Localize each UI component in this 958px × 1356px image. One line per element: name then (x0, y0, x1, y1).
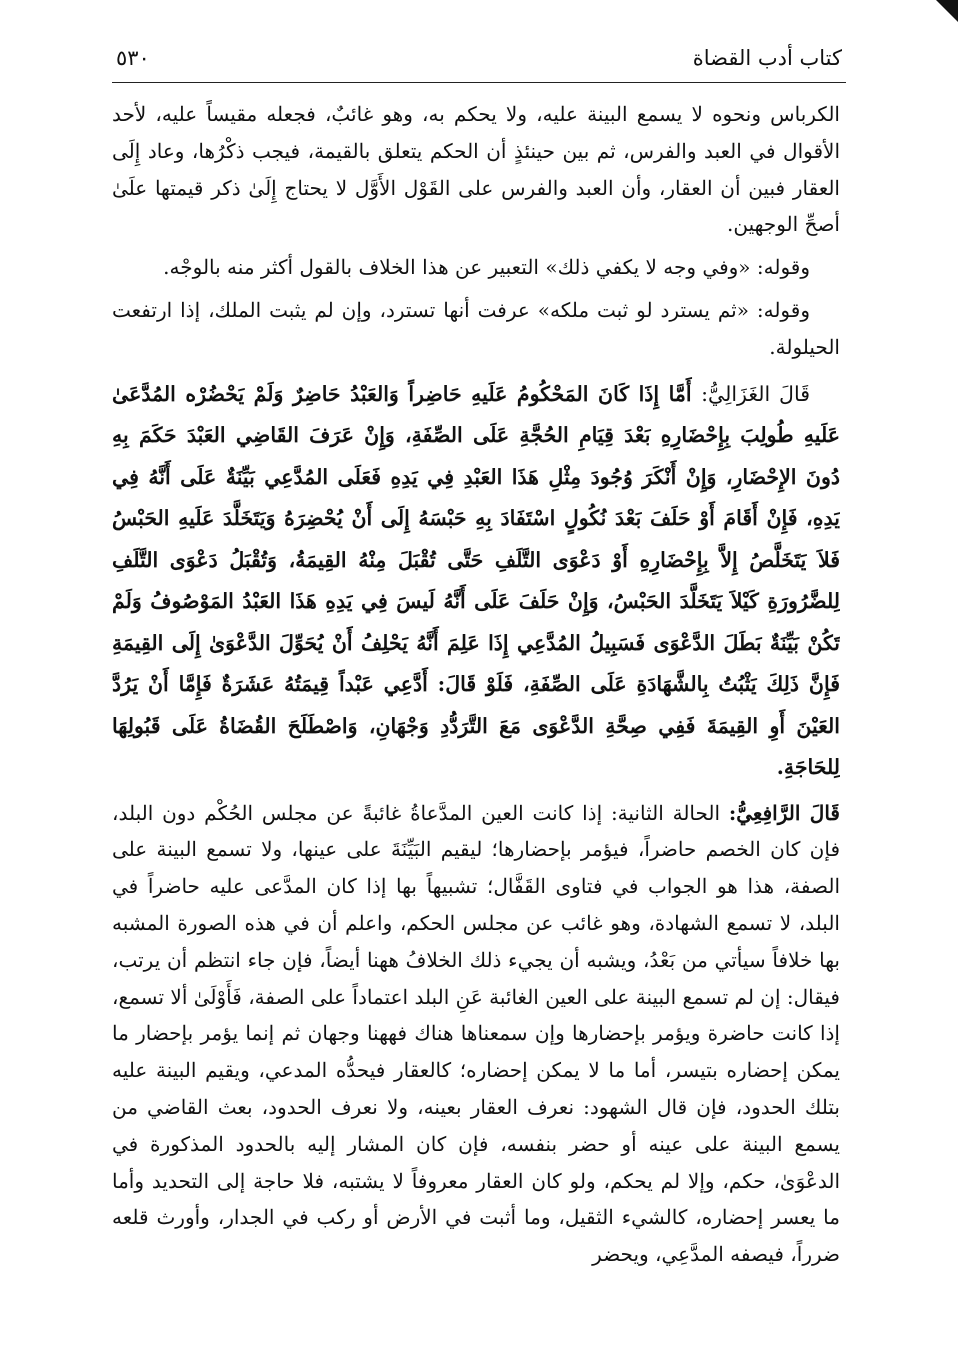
rafii-section (112, 795, 840, 1273)
book-title: كتاب أدب القضاة (692, 46, 842, 70)
page-body (112, 96, 840, 1336)
ghazali-text: أَمَّا إِذَا كَانَ المَحْكُومُ عَلَيهِ حَاضِراً وَالعَبْدُ حَاضِرٌ وَلَمْ يَحْضُرْه المُدَّعَىٰ عَلَيهِ طُولِبَ بِإِحْضَارِهِ بَعْدَ قِيَامِ الحُجَّةِ عَلَى الصِّفَةِ، وَإِنْ عَرَفَ القَاضِي العَبْدَ حَكَمَ بِهِ دُونَ الإِحْضَارِ، وَإِنْ أَنْكَرَ وُجُودَ مِثْلِ هَذَا العَبْدِ فِي يَدِهِ فَعَلَى المُدَّعِي بَيِّنَةٌ عَلَى أَنَّهُ فِي يَدِهِ، فَإِنْ أَقَامَ أَوْ حَلَفَ بَعْدَ نُكُولٍ اسْتَفَادَ بِهِ حَبْسَهُ إِلَى أَنْ يُحْضِرَهُ وَيَتَخَلَّدَ عَلَيهِ الحَبْسُ فَلاَ يَتَخَلَّصُ إِلاَّ بِإِحْضَارِهِ أَوْ دَعْوَى التَّلَفِ حَتَّى تُقْبَلَ مِنْهُ القِيمَةُ، وَتُقْبَلُ دَعْوَى التَّلَفِ لِلضَّرُورَةِ كَيْلاَ يَتَخَلَّدَ الحَبْسُ، وَإِنْ حَلَفَ عَلَى أَنَّهُ لَيسَ فِي يَدِهِ هَذَا العَبْدُ المَوْصُوفُ وَلَمْ تَكُنْ بَيِّنَةٌ بَطَلَ الدَّعْوَى فَسَبِيلُ المُدَّعِي إِذَا عَلِمَ أَنَّهُ يَحْلِفُ أَنْ يُحَوِّلَ الدَّعْوَىٰ إِلَى القِيمَةِ فَإِنَّ ذَلِكَ يَثْبُتُ بِالشَّهَادَةِ عَلَى الصِّفَةِ، فَلَوْ قَالَ: أَدَّعِي عَبْداً قِيمَتُهُ عَشَرَةٌ فَإِمَّا أَنْ يَرُدَّ العَيْنَ أَوِ القِيمَةَ فَفِي صِحَّةِ الدَّعْوَى مَعَ التَّرَدُّدِ وَجْهَانِ، وَاصْطَلَحَ القُضَاةُ عَلَى قَبُولِهَا لِلحَاجَةِ. (112, 381, 840, 780)
page-header (116, 40, 842, 76)
ghazali-section (112, 374, 840, 789)
corner-mark (936, 0, 958, 22)
paragraph-2: وقوله: «وفي وجه لا يكفي ذلك» التعبير عن هذا الخلاف بالقول أكثر منه بالوجْه. (163, 255, 810, 280)
rafii-text: الحالة الثانية: إذا كانت العين المدَّعاةُ غائبةً عن مجلس الحُكْم دون البلد، فإن كان الخصم حاضراً، فيؤمر بإحضارها؛ ليقيم البَيِّنَةَ على عينها، ولا تسمع البينة على الصفة، هذا هو الجواب في فتاوى القَفَّال؛ تشبيهاً بها إذا كان المدَّعى عليه حاضراً في البلد، لا تسمع الشهادة، وهو غائب عن مجلس الحكم، واعلم أن في هذه الصورة المشبه بها خلافاً سيأتي من بَعْدُ، ويشبه أن يجيء ذلك الخلافُ ههنا أيضاً، فإن جاء انتظم أن يرتب، فيقال: إن لم تسمع البينة على العين الغائبة عَنِ البلد اعتماداً على الصفة، فَأَوْلَىٰ ألا تسمع، إذا كانت حاضرة ويؤمر بإحضارها وإن سمعناها هناك فههنا وجهان ثم إنما يؤمر بإحضار ما يمكن إحضاره بتيسر، أما ما لا يمكن إحضاره؛ كالعقار فيحدُّه المدعي، ويقيم البينة عليه بتلك الحدود، فإن قال الشهود: نعرف العقار بعينه، ولا نعرف الحدود، بعث القاضي من يسمع البينة على عينه أو حضر بنفسه، فإن كان المشار إليه بالحدود المذكورة في الدعْوَىٰ، حكم، وإلا لم يحكم، ولو كان العقار معروفاً لا يشتبه، فلا حاجة إلى التحديد وأما ما يعسر إحضاره، كالشيء الثقيل، وما أثبت في الأرض أو ركب في الجدار، وأورث قلعه ضرراً، فيصفه المدَّعِي، ويحضر (112, 800, 840, 1267)
paragraph-1: الكرباس ونحوه لا يسمع البينة عليه، ولا يحكم به، وهو غائبٌ، فجعله مقيساً عليه، لأحد الأقوال في العبد والفرس، ثم بين حينئذٍ أن الحكم يتعلق بالقيمة، فيجب ذكْرُها، وعاد إِلَى العقار فبين أن العقار، وأن العبد والفرس على القَوْل الأَوَّل لا يحتاج إِلَىٰ ذكر قيمتها علَىٰ أصحِّ الوجهين. (112, 102, 840, 237)
page-number: ٥٣٠ (116, 46, 150, 70)
header-divider (112, 82, 846, 83)
paragraph-3: وقوله: «ثم يسترد لو ثبت ملكه» عرفت أنها تسترد، وإن لم يثبت الملك، إذا ارتفعت الحيلولة. (112, 297, 840, 359)
ghazali-label: قَالَ الغَزَالِيُّ: (701, 381, 810, 406)
text-column (112, 96, 840, 1273)
rafii-label: قَالَ الرَّافِعِيُّ: (728, 800, 840, 825)
